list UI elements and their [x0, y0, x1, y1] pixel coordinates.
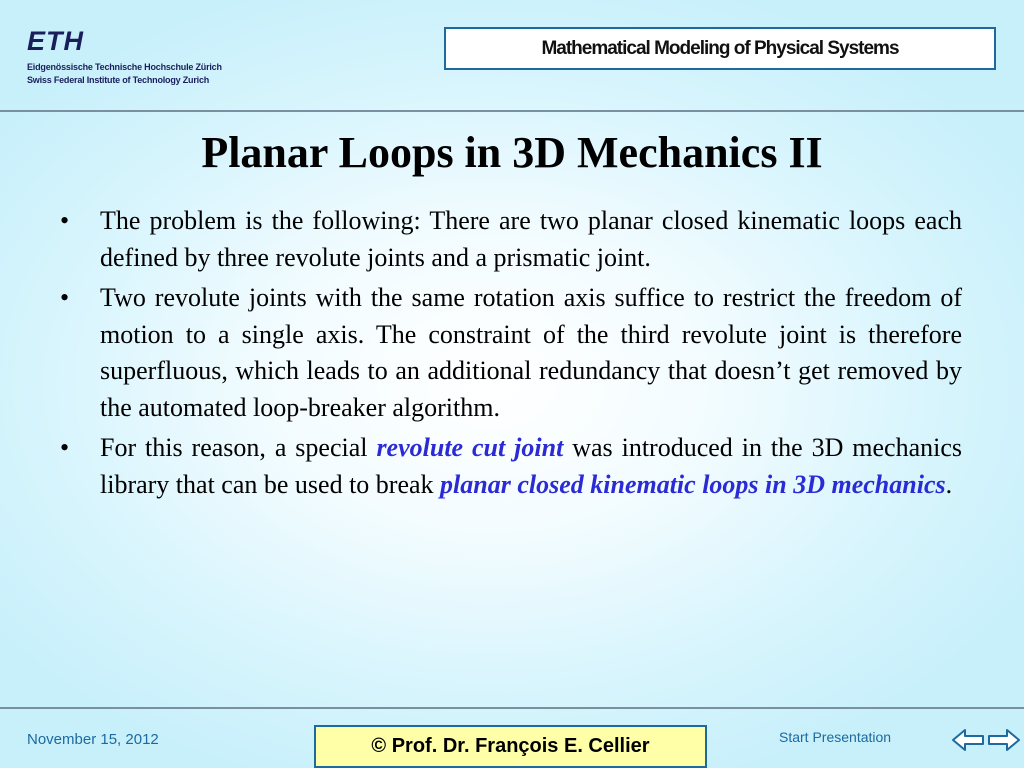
logo-line-english: Swiss Federal Institute of Technology Zurich — [27, 75, 210, 85]
bullet-item — [60, 430, 962, 503]
arrow-right-icon[interactable] — [987, 728, 1021, 752]
course-title-box: Mathematical Modeling of Physical Systems — [444, 27, 996, 70]
eth-logo — [27, 28, 222, 87]
arrow-left-icon[interactable] — [951, 728, 985, 752]
navigation-arrows — [951, 728, 1021, 752]
bullet-text: was introduced in the 3D mechanics library that can be used to break — [100, 433, 963, 499]
highlight-revolute-cut-joint: revolute cut joint — [376, 433, 564, 462]
logo-line-german: Eidgenössische Technische Hochschule Zürich — [27, 62, 222, 72]
logo-wordmark: ETH — [27, 26, 84, 56]
copyright-box: © Prof. Dr. François E. Cellier — [314, 725, 707, 768]
bullet-list — [60, 203, 962, 507]
slide-title: Planar Loops in 3D Mechanics II — [201, 128, 823, 177]
start-presentation-link[interactable]: Start Presentation — [779, 729, 892, 745]
header-divider — [0, 110, 1024, 112]
highlight-planar-loops: planar closed kinematic loops in 3D mechanics — [440, 469, 946, 499]
bullet-item: • The problem is the following: There are two planar closed kinematic loops each defined by three revolute joints and a prismatic joint. — [60, 203, 962, 276]
bullet-text: For this reason, a special — [100, 433, 377, 462]
footer-divider — [0, 707, 1024, 709]
bullet-text: . — [945, 469, 953, 499]
footer-date: November 15, 2012 — [27, 731, 159, 748]
bullet-item: • Two revolute joints with the same rotation axis suffice to restrict the freedom of motion to a single axis. The constraint of the third revolute joint is therefore superfluous, which leads to an additional redundancy that doesn’t get removed by the automated loop-breaker algorithm. — [60, 280, 962, 426]
